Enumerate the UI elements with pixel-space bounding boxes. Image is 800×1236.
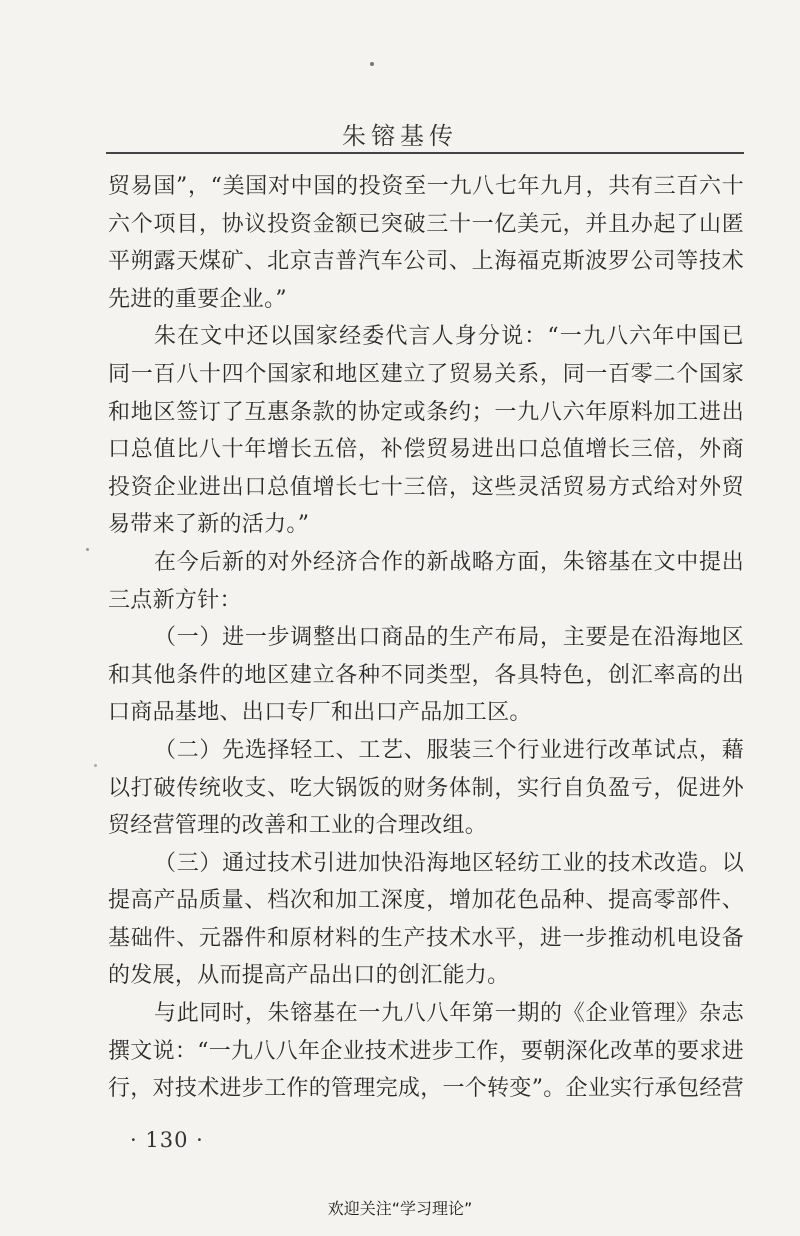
footer-note: 欢迎关注“学习理论” xyxy=(327,1199,473,1218)
scan-speck xyxy=(370,62,374,66)
scan-speck xyxy=(94,764,97,767)
running-header-title: 朱镕基传 xyxy=(342,122,458,150)
paragraph: （三）通过技术引进加快沿海地区轻纺工业的技术改造。以提高产品质量、档次和加工深度，增加花色品种、提高零部件、基础件、元器件和原材料的生产技术水平，进一步推动机电设备的发展，从而提高产品出口的创汇能力。 xyxy=(108,850,744,989)
body-text xyxy=(108,168,744,1108)
paragraph: 与此同时，朱镕基在一九八八年第一期的《企业管理》杂志撰文说：“一九八八年企业技术进步工作，要朝深化改革的要求进行，对技术进步工作的管理完成，一个转变”。企业实行承包经营 xyxy=(108,1001,744,1102)
paragraph: （一）进一步调整出口商品的生产布局，主要是在沿海地区和其他条件的地区建立各种不同类型，各具特色，创汇率高的出口商品基地、出口专厂和出口产品加工区。 xyxy=(108,625,744,726)
scan-speck xyxy=(86,548,89,551)
paragraph: 在今后新的对外经济合作的新战略方面，朱镕基在文中提出三点新方针： xyxy=(108,549,744,613)
paragraph: （二）先选择轻工、工艺、服装三个行业进行改革试点，藉以打破传统收支、吃大锅饭的财务体制，实行自负盈亏，促进外贸经营管理的改善和工业的合理改组。 xyxy=(108,737,744,839)
header-rule xyxy=(106,152,744,154)
paragraph: 朱在文中还以国家经委代言人身分说：“一九八六年中国已同一百八十四个国家和地区建立了贸易关系，同一百零二个国家和地区签订了互惠条款的协定或条约；一九八六年原料加工进出口总值比八十年增长五倍，补偿贸易进出口总值增长三倍，外商投资企业进出口总值增长七十三倍，这些灵活贸易方式给对外贸易带来了新的活力。” xyxy=(108,324,744,538)
page-number: · 130 · xyxy=(130,1128,204,1152)
paragraph: 贸易国”，“美国对中国的投资至一九八七年九月，共有三百六十六个项目，协议投资金额已突破三十一亿美元，并且办起了山匿平朔露天煤矿、北京吉普汽车公司、上海福克斯波罗公司等技术先进的重要企业。” xyxy=(108,174,744,312)
